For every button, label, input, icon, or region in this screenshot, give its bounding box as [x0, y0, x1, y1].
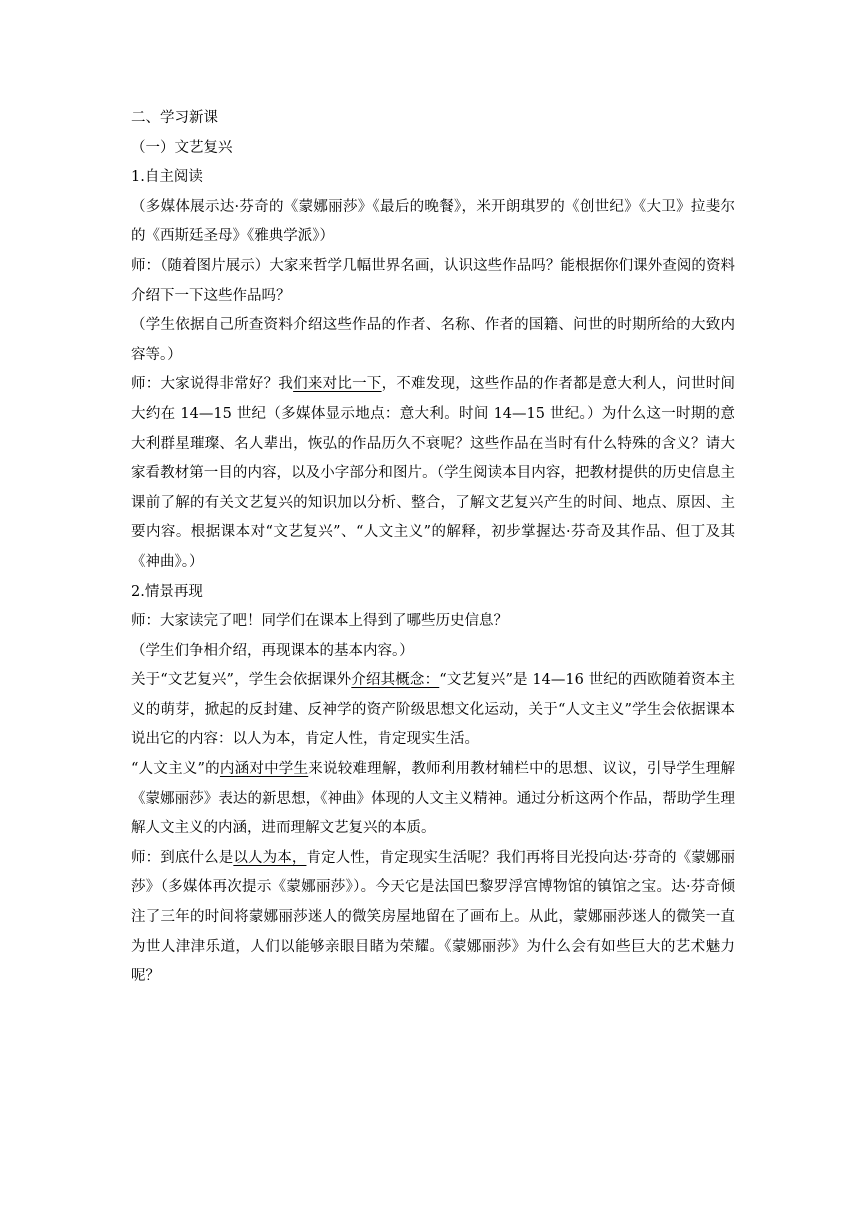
text-run: 师：大家说得非常好？我: [131, 376, 294, 393]
text-run: ，不难发现，这些作品的作者都是意大利人，问世时间大约在 14—15 世纪（多媒体显示地点：意大利。时间 14—15 世纪。）为什么这一时期的意大利群星璀璨、名人辈出，恢弘的作品历久不衰呢？这些作品在当时有什么特殊的含义？请大家看教材第一目的内容，以及小字部分和图片。（学生阅读本目内容，把教材提供的历史信息主课前了解的有关文艺复兴的知识加以分析、整合，了解文艺复兴产生的时间、地点、原因、主要内容。根据课本对“文艺复兴”、“人文主义”的解释，初步掌握达·芬奇及其作品、但丁及其《神曲》。）: [131, 376, 736, 570]
text-run: （学生们争相介绍，再现课本的基本内容。）: [131, 642, 414, 659]
text-run: 关于“文艺复兴”，学生会依据课外: [131, 672, 352, 689]
text-run: 师：大家读完了吧！同学们在课本上得到了哪些历史信息？: [131, 613, 508, 630]
text-run: （多媒体展示达·芬奇的《蒙娜丽莎》《最后的晚餐》，米开朗琪罗的《创世纪》《大卫》拉斐尔的《西斯廷圣母》《雅典学派》）: [131, 198, 735, 245]
text-run: 师：到底什么是: [131, 849, 234, 866]
paragraph: [131, 755, 735, 844]
text-run: 师：（随着图片展示）大家来哲学几幅世界名画，认识这些作品吗？能根据你们课外查阅的资料介绍下一下这些作品吗？: [131, 257, 735, 304]
paragraph: [131, 252, 735, 311]
step-heading: [131, 578, 735, 608]
underlined-text: 以人为本，: [233, 849, 307, 866]
text-run: “文艺复兴”是 14—16 世纪的西欧随着资本主义的萌芽，掀起的反封建、反神学的资产阶级思想文化运动，关于“人文主义”学生会依据课本说出它的内容：以人为本，肯定人性，肯定现实生活。: [131, 672, 735, 748]
paragraph: [131, 666, 735, 755]
text-run: 2.情景再现: [131, 583, 203, 600]
paragraph: [131, 370, 735, 577]
text-run: 肯定人性，肯定现实生活呢？我们再将目光投向达·芬奇的《蒙娜丽莎》（多媒体再次提示《蒙娜丽莎》）。今天它是法国巴黎罗浮宫博物馆的镇馆之宝。达·芬奇倾注了三年的时间将蒙娜丽莎迷人的微笑房屋地留在了画布上。从此，蒙娜丽莎迷人的微笑一直为世人津津乐道，人们以能够亲眼目睹为荣耀。《蒙娜丽莎》为什么会有如些巨大的艺术魅力呢？: [131, 849, 736, 985]
paragraph: [131, 607, 735, 637]
text-run: （一）文艺复兴: [131, 139, 233, 156]
document-page: [131, 104, 735, 992]
paragraph: [131, 844, 735, 992]
underlined-text: 们来对比一下: [293, 376, 382, 393]
underlined-text: 内涵对中学生: [219, 761, 309, 778]
paragraph: [131, 311, 735, 370]
text-run: （学生依据自己所查资料介绍这些作品的作者、名称、作者的国籍、问世的时期所给的大致内容等。）: [131, 317, 735, 363]
subsection-heading: [131, 134, 735, 164]
text-run: 二、学习新课: [131, 110, 218, 126]
text-run: 来说较难理解，教师利用教材辅栏中的思想、议议，引导学生理解《蒙娜丽莎》表达的新思想，《神曲》体现的人文主义精神。通过分析这两个作品，帮助学生理解人文主义的内涵，进而理解文艺复兴的本质。: [131, 761, 736, 837]
text-run: “人文主义”的: [131, 761, 220, 778]
section-heading: [131, 104, 735, 134]
underlined-text: 介绍其概念：: [351, 672, 440, 689]
paragraph: [131, 193, 735, 252]
paragraph: [131, 637, 735, 667]
text-run: 1.自主阅读: [131, 169, 203, 186]
step-heading: [131, 163, 735, 193]
